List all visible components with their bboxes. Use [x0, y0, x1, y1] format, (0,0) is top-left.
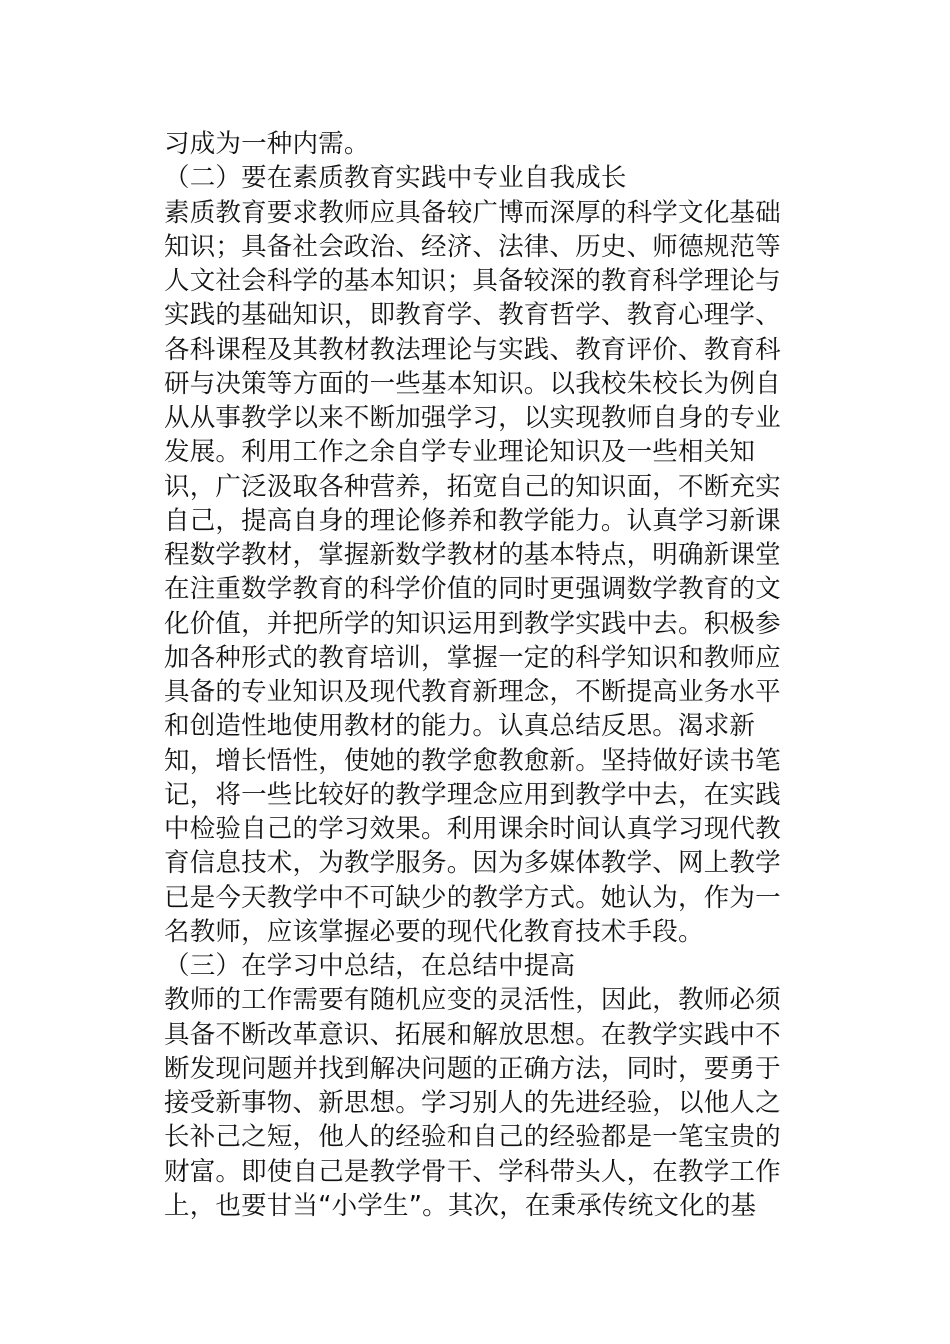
text-line: 从从事教学以来不断加强学习，以实现教师自身的专业 — [164, 403, 781, 433]
text-line: 程数学教材，掌握新数学教材的基本特点，明确新课堂 — [164, 540, 781, 570]
text-line: 自己，提高自身的理论修养和教学能力。认真学习新课 — [164, 505, 781, 536]
text-line: 人文社会科学的基本知识；具备较深的教育科学理论与 — [164, 266, 781, 296]
text-line: 中检验自己的学习效果。利用课余时间认真学习现代教 — [164, 814, 781, 844]
text-line: 财富。即使自己是教学骨干、学科带头人，在教学工作 — [164, 1156, 781, 1187]
text-line: 育信息技术，为教学服务。因为多媒体教学、网上教学 — [164, 848, 781, 879]
text-line: 实践的基础知识，即教育学、教育哲学、教育心理学、 — [164, 300, 781, 331]
text-line: 具备不断改革意识、拓展和解放思想。在教学实践中不 — [164, 1019, 781, 1050]
text-line: 知识；具备社会政治、经济、法律、历史、师德规范等 — [164, 231, 781, 262]
text-line: 化价值，并把所学的知识运用到教学实践中去。积极参 — [164, 608, 781, 639]
text-line: 长补己之短，他人的经验和自己的经验都是一笔宝贵的 — [164, 1122, 781, 1153]
text-line: 各科课程及其教材教法理论与实践、教育评价、教育科 — [164, 334, 781, 365]
text-line: 知，增长悟性，使她的教学愈教愈新。坚持做好读书笔 — [164, 745, 781, 776]
text-line: 素质教育要求教师应具备较广博而深厚的科学文化基础 — [164, 197, 781, 228]
section-heading: （二）要在素质教育实践中专业自我成长 — [164, 163, 627, 194]
text-line: 已是今天教学中不可缺少的教学方式。她认为，作为一 — [164, 882, 781, 913]
text-line: 和创造性地使用教材的能力。认真总结反思。渴求新 — [164, 711, 756, 742]
text-line: 习成为一种内需。 — [164, 129, 370, 159]
text-line: 上，也要甘当“小学生”。其次，在秉承传统文化的基 — [164, 1190, 757, 1221]
text-line: 接受新事物、新思想。学习别人的先进经验，以他人之 — [164, 1088, 781, 1118]
document-body — [164, 127, 804, 1223]
text-line: 在注重数学教育的科学价值的同时更强调数学教育的文 — [164, 574, 781, 605]
text-line: 加各种形式的教育培训，掌握一定的科学知识和教师应 — [164, 642, 781, 673]
text-line: 具备的专业知识及现代教育新理念，不断提高业务水平 — [164, 677, 781, 707]
text-line: 发展。利用工作之余自学专业理论知识及一些相关知 — [164, 437, 756, 468]
text-line: 教师的工作需要有随机应变的灵活性，因此，教师必须 — [164, 985, 781, 1016]
text-line: 名教师，应该掌握必要的现代化教育技术手段。 — [164, 916, 704, 947]
text-line: 研与决策等方面的一些基本知识。以我校朱校长为例自 — [164, 368, 781, 399]
text-line: 断发现问题并找到解决问题的正确方法，同时，要勇于 — [164, 1053, 781, 1084]
section-heading: （三）在学习中总结，在总结中提高 — [164, 951, 576, 981]
text-line: 记，将一些比较好的教学理念应用到教学中去，在实践 — [164, 779, 781, 810]
text-line: 识，广泛汲取各种营养，拓宽自己的知识面，不断充实 — [164, 471, 781, 502]
